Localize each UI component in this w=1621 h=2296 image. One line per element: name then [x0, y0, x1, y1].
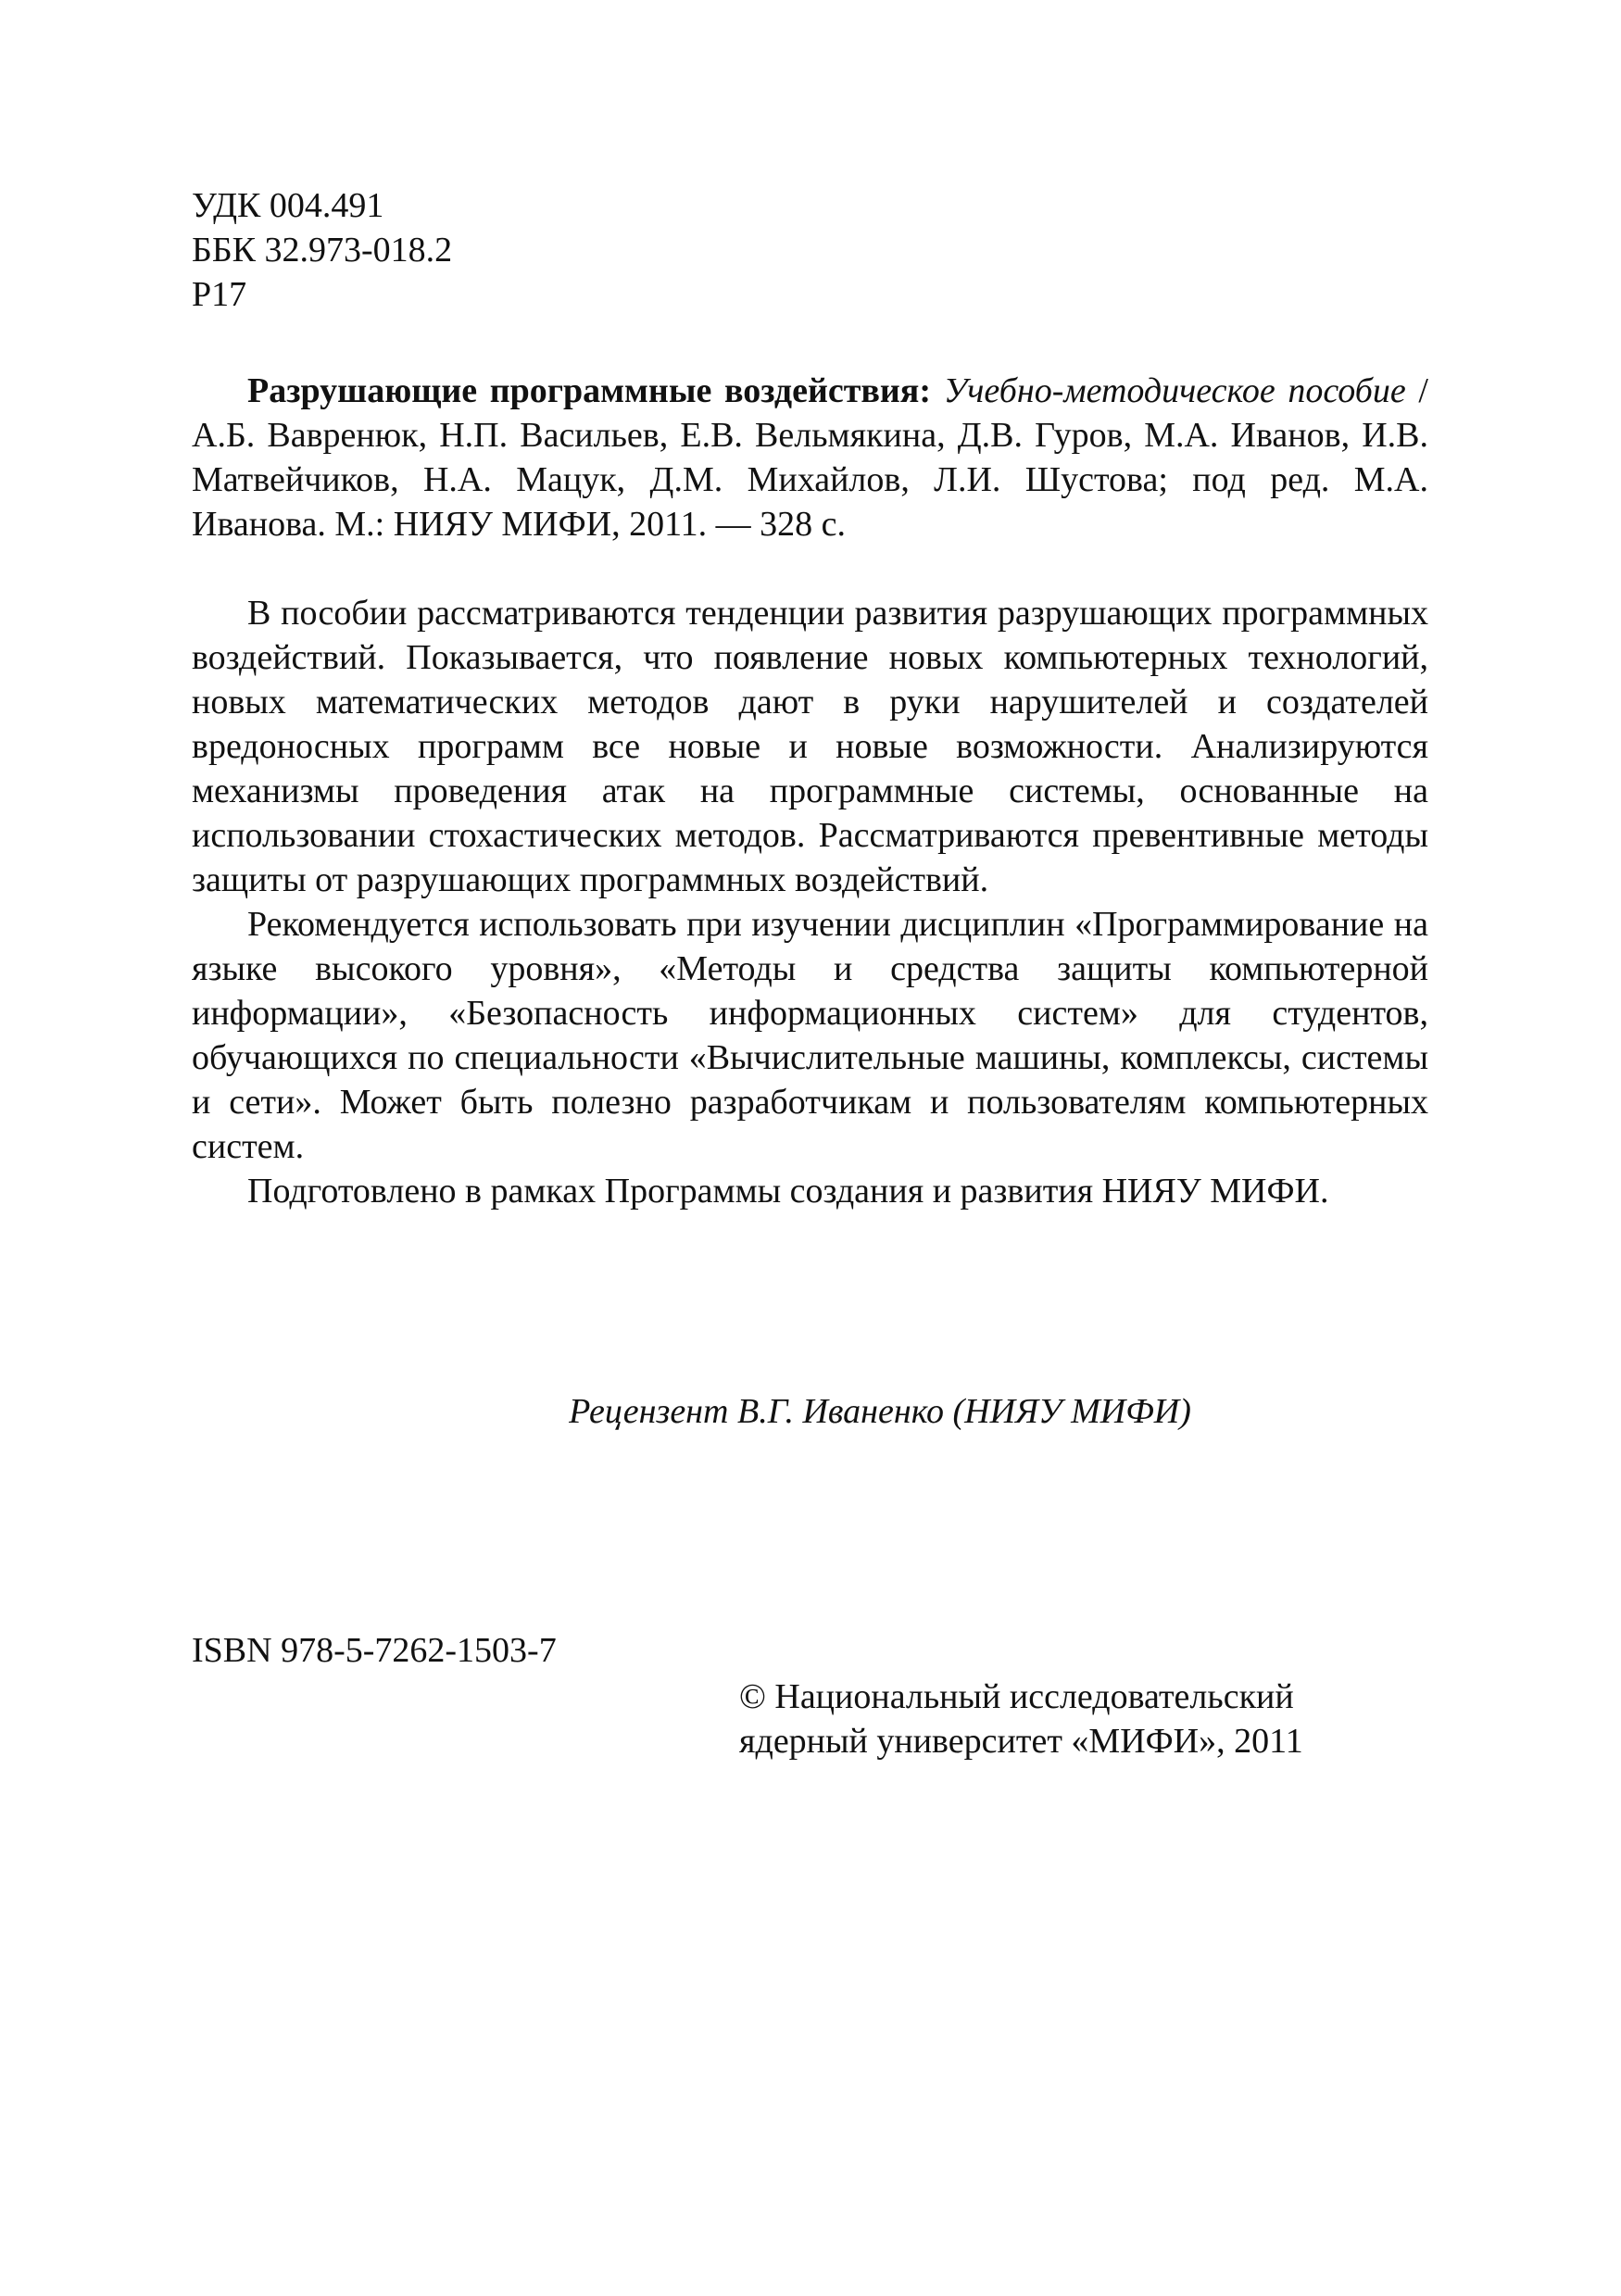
reviewer-line: Рецензент В.Г. Иваненко (НИЯУ МИФИ)	[569, 1392, 1191, 1431]
udk-code: УДК 004.491	[192, 186, 384, 225]
book-authors: А.Б. Вавренюк, Н.П. Васильев, Е.В. Вельмякина, Д.В. Гуров, М.А. Иванов, И.В. Матвейчиков, Н.А. Мацук, Д.М. Михайлов, Л.И. Шустова; под ред. М.А. Иванова. М.: НИЯУ МИФИ, 2011. — 328 с.	[192, 416, 1428, 544]
main-text	[192, 369, 1428, 1213]
abstract-paragraph-2: Рекомендуется использовать при изучении дисциплин «Программирование на языке высокого уровня», «Методы и средства защиты компьютерной информации», «Безопасность информационных систем» для студентов, обучающихся по специальности «Вычислительные машины, комплексы, системы и сети». Может быть полезно разработчикам и пользователям компьютерных систем.	[192, 905, 1428, 1166]
author-mark: Р17	[192, 275, 247, 314]
book-title: Разрушающие программные воздействия:	[247, 371, 932, 410]
copyright-notice	[739, 1675, 1303, 1763]
book-genre: Учебно-методическое пособие	[943, 371, 1406, 410]
classification-codes	[192, 183, 452, 317]
bbk-code: ББК 32.973-018.2	[192, 231, 453, 270]
abstract-paragraph-3: Подготовлено в рамках Программы создания и развития НИЯУ МИФИ.	[247, 1172, 1329, 1211]
title-separator: /	[1405, 371, 1428, 410]
abstract-paragraph-1: В пособии рассматриваются тенденции развития разрушающих программных воздействий. Показывается, что появление новых компьютерных технологий, новых математических методов дают в руки нарушителей и создателей вредоносных программ все новые и новые возможности. Анализируются механизмы проведения атак на программные системы, основанные на использовании стохастических методов. Рассматриваются превентивные методы защиты от разрушающих программных воздействий.	[192, 594, 1428, 899]
copyright-line-1: © Национальный исследовательский	[739, 1677, 1294, 1716]
bibliographic-description	[192, 369, 1428, 546]
isbn: ISBN 978-5-7262-1503-7	[192, 1631, 557, 1670]
copyright-line-2: ядерный университет «МИФИ», 2011	[739, 1722, 1303, 1761]
